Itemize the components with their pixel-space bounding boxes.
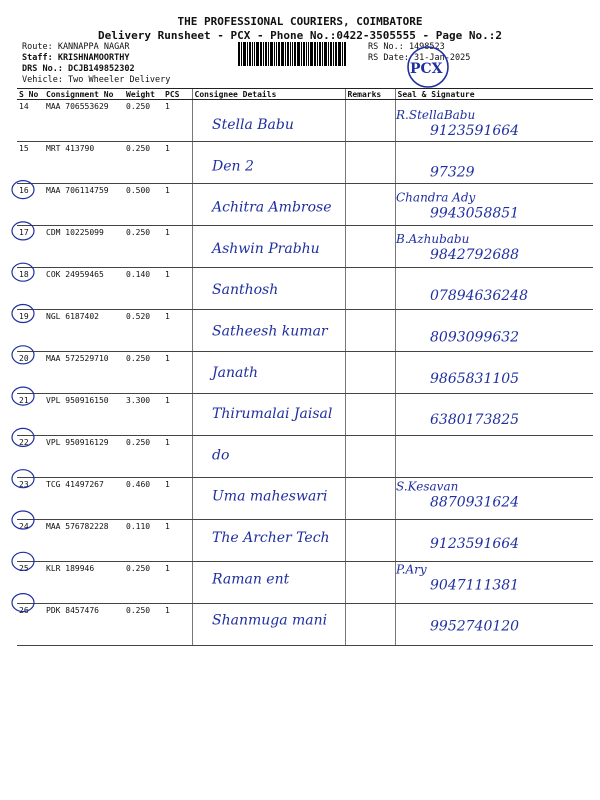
row-sno: 16 (17, 184, 44, 226)
row-pcs: 1 (163, 478, 192, 520)
row-seal-cell (395, 268, 593, 310)
row-consignee-cell (192, 268, 345, 310)
handwritten-phone: 9952740120 (430, 618, 520, 635)
row-pcs: 1 (163, 310, 192, 352)
table-row (17, 478, 593, 520)
route-label: Route: KANNAPPA NAGAR (22, 42, 130, 52)
row-seal-cell (395, 184, 593, 226)
table-row (17, 436, 593, 478)
row-seal-cell (395, 100, 593, 142)
row-seal-cell (395, 226, 593, 268)
row-remarks-cell (345, 310, 395, 352)
row-pcs: 1 (163, 520, 192, 562)
handwritten-phone: 9047111381 (430, 577, 520, 594)
handwritten-signature: S.Kesavan (396, 479, 459, 494)
row-pcs: 1 (163, 268, 192, 310)
row-remarks-cell (345, 562, 395, 604)
handwritten-phone: 6380173825 (430, 412, 520, 429)
row-weight: 0.250 (124, 226, 163, 268)
row-pcs: 1 (163, 604, 192, 646)
row-weight: 0.520 (124, 310, 163, 352)
row-consignment: MRT 413790 (44, 142, 124, 184)
row-consignment: PDK 8457476 (44, 604, 124, 646)
row-seal-cell (395, 310, 593, 352)
row-consignee-cell (192, 310, 345, 352)
handwritten-consignee: Thirumalai Jaisal (212, 406, 333, 423)
row-remarks-cell (345, 226, 395, 268)
row-consignee-cell (192, 520, 345, 562)
table-row (17, 562, 593, 604)
handwritten-consignee: Raman ent (212, 571, 290, 588)
row-remarks-cell (345, 436, 395, 478)
table-row (17, 310, 593, 352)
handwritten-phone: 8870931624 (430, 494, 520, 511)
row-consignee-cell (192, 184, 345, 226)
handwritten-consignee: The Archer Tech (212, 530, 330, 546)
row-weight: 3.300 (124, 394, 163, 436)
handwritten-consignee: Janath (212, 364, 258, 381)
row-seal-cell (395, 604, 593, 646)
row-consignment: VPL 950916150 (44, 394, 124, 436)
row-consignee-cell (192, 226, 345, 268)
handwritten-phone: 9123591664 (430, 123, 520, 139)
handwritten-phone: 9943058851 (430, 205, 520, 222)
table-row (17, 268, 593, 310)
handwritten-consignee: Stella Babu (212, 117, 294, 133)
row-remarks-cell (345, 520, 395, 562)
runsheet-table (17, 88, 593, 646)
row-sno: 15 (17, 142, 44, 184)
row-weight: 0.460 (124, 478, 163, 520)
row-seal-cell (395, 478, 593, 520)
handwritten-phone: 8093099632 (430, 329, 520, 346)
row-weight: 0.250 (124, 562, 163, 604)
row-consignment: MAA 706553629 (44, 100, 124, 142)
table-row (17, 142, 593, 184)
table-row (17, 604, 593, 646)
row-pcs: 1 (163, 436, 192, 478)
row-pcs: 1 (163, 100, 192, 142)
handwritten-signature: Chandra Ady (396, 190, 476, 205)
row-sno: 24 (17, 520, 44, 562)
table-row (17, 394, 593, 436)
row-consignment: MAA 706114759 (44, 184, 124, 226)
handwritten-consignee: do (212, 447, 230, 464)
handwritten-consignee: Achitra Ambrose (212, 199, 332, 216)
rs-number: RS No.: 1498523 (368, 42, 445, 52)
row-sno: 18 (17, 268, 44, 310)
row-seal-cell (395, 394, 593, 436)
handwritten-phone: 9123591664 (430, 536, 520, 552)
row-seal-cell (395, 142, 593, 184)
row-sno: 19 (17, 310, 44, 352)
row-pcs: 1 (163, 394, 192, 436)
row-consignee-cell (192, 436, 345, 478)
handwritten-signature: B.Azhubabu (396, 231, 470, 246)
staff-label: Staff: KRISHNAMOORTHY (22, 53, 130, 63)
row-consignment: TCG 41497267 (44, 478, 124, 520)
handwritten-phone: 07894636248 (430, 288, 528, 305)
row-seal-cell (395, 352, 593, 394)
row-remarks-cell (345, 394, 395, 436)
pcx-stamp-text: PCX (410, 61, 443, 77)
handwritten-consignee: Den 2 (212, 158, 254, 175)
rs-date: RS Date: 31-Jan-2025 (368, 53, 471, 63)
barcode (238, 42, 360, 66)
row-seal-cell (395, 520, 593, 562)
col-consignment: Consignment No (44, 89, 124, 100)
document-subtitle: Delivery Runsheet - PCX - Phone No.:0422-3505555 - Page No.:2 (98, 29, 502, 42)
row-sno: 22 (17, 436, 44, 478)
row-weight: 0.140 (124, 268, 163, 310)
row-pcs: 1 (163, 142, 192, 184)
handwritten-signature: P.Ary (396, 562, 427, 577)
row-consignment: KLR 189946 (44, 562, 124, 604)
row-weight: 0.250 (124, 100, 163, 142)
row-remarks-cell (345, 478, 395, 520)
handwritten-phone: 9842792688 (430, 246, 520, 263)
table-row (17, 352, 593, 394)
handwritten-phone: 9865831105 (430, 370, 520, 387)
row-consignee-cell (192, 604, 345, 646)
row-remarks-cell (345, 184, 395, 226)
row-consignment: CDM 10225099 (44, 226, 124, 268)
row-sno: 14 (17, 100, 44, 142)
handwritten-consignee: Ashwin Prabhu (212, 240, 320, 257)
table-row (17, 520, 593, 562)
row-pcs: 1 (163, 226, 192, 268)
row-pcs: 1 (163, 352, 192, 394)
row-sno: 21 (17, 394, 44, 436)
row-consignment: MAA 572529710 (44, 352, 124, 394)
handwritten-consignee: Uma maheswari (212, 488, 328, 505)
row-weight: 0.250 (124, 142, 163, 184)
col-weight: Weight (124, 89, 163, 100)
row-consignee-cell (192, 100, 345, 142)
col-seal: Seal & Signature (395, 89, 593, 100)
row-sno: 23 (17, 478, 44, 520)
row-sno: 17 (17, 226, 44, 268)
row-consignee-cell (192, 562, 345, 604)
row-weight: 0.500 (124, 184, 163, 226)
row-remarks-cell (345, 142, 395, 184)
col-consignee: Consignee Details (192, 89, 345, 100)
handwritten-consignee: Shanmuga mani (212, 612, 328, 629)
table-row (17, 226, 593, 268)
drs-number: DRS No.: DCJB149852302 (22, 64, 135, 74)
row-weight: 0.110 (124, 520, 163, 562)
handwritten-phone: 97329 (430, 164, 475, 181)
row-weight: 0.250 (124, 604, 163, 646)
row-consignment: COK 24959465 (44, 268, 124, 310)
col-sno: S No (17, 89, 44, 100)
handwritten-consignee: Santhosh (212, 282, 279, 299)
row-consignee-cell (192, 352, 345, 394)
row-seal-cell (395, 562, 593, 604)
handwritten-signature: R.StellaBabu (396, 108, 476, 122)
row-sno: 25 (17, 562, 44, 604)
row-remarks-cell (345, 604, 395, 646)
row-consignee-cell (192, 394, 345, 436)
document-title: THE PROFESSIONAL COURIERS, COIMBATORE (177, 15, 423, 28)
row-seal-cell (395, 436, 593, 478)
row-consignee-cell (192, 478, 345, 520)
handwritten-consignee: Satheesh kumar (212, 323, 328, 340)
row-pcs: 1 (163, 184, 192, 226)
row-consignee-cell (192, 142, 345, 184)
col-pcs: PCS (163, 89, 192, 100)
table-row (17, 100, 593, 142)
row-consignment: VPL 950916129 (44, 436, 124, 478)
table-row (17, 184, 593, 226)
row-pcs: 1 (163, 562, 192, 604)
row-consignment: MAA 576782228 (44, 520, 124, 562)
row-sno: 20 (17, 352, 44, 394)
col-remarks: Remarks (345, 89, 395, 100)
vehicle-label: Vehicle: Two Wheeler Delivery (22, 75, 171, 85)
row-remarks-cell (345, 352, 395, 394)
row-remarks-cell (345, 100, 395, 142)
row-weight: 0.250 (124, 352, 163, 394)
row-weight: 0.250 (124, 436, 163, 478)
row-sno: 26 (17, 604, 44, 646)
row-remarks-cell (345, 268, 395, 310)
table-header-row (17, 89, 593, 100)
row-consignment: NGL 6187402 (44, 310, 124, 352)
